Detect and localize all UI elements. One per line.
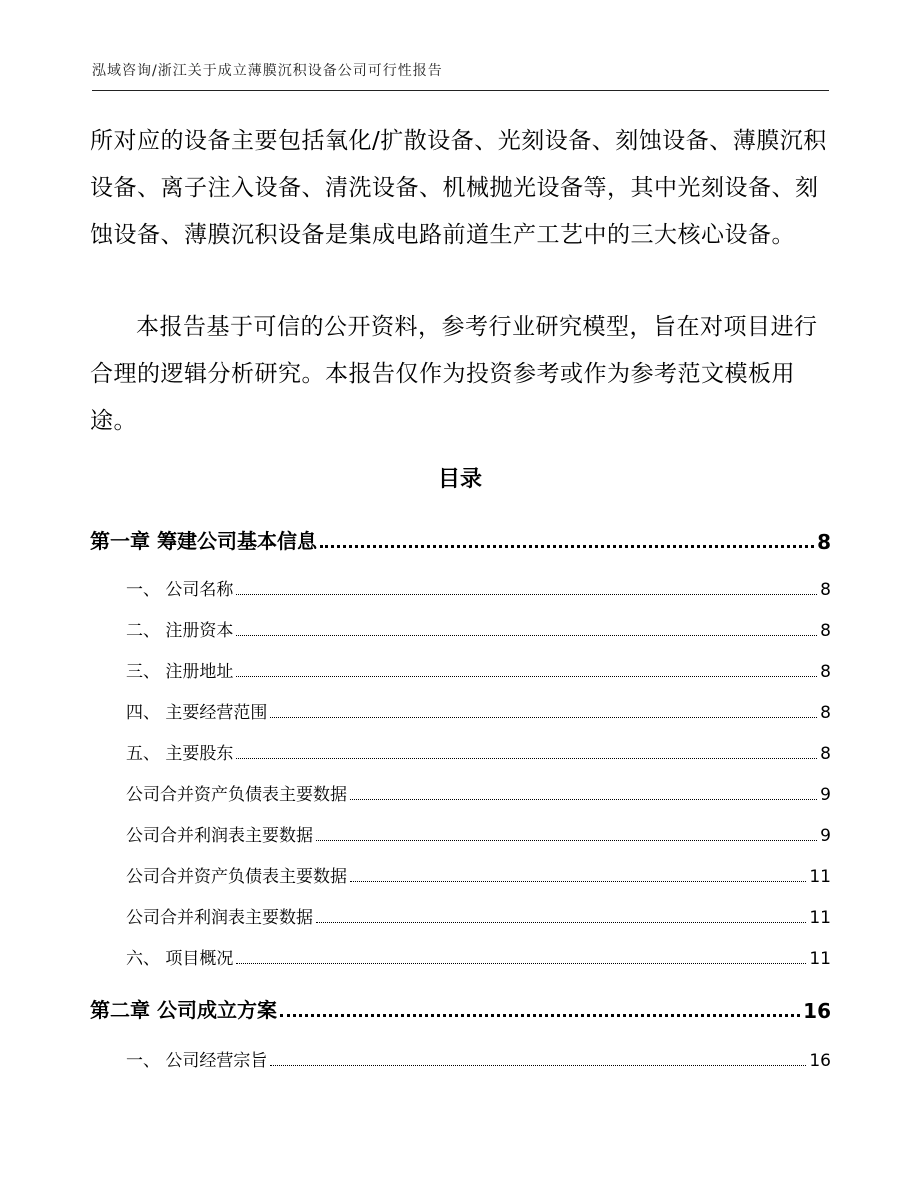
toc-page-number: 9 bbox=[820, 785, 831, 805]
toc-entry-section[interactable] bbox=[126, 781, 831, 805]
toc-dot-leader bbox=[270, 1065, 806, 1066]
toc-entry-label: 三、 注册地址 bbox=[126, 662, 234, 682]
toc-dot-leader bbox=[270, 717, 817, 718]
toc-title: 目录 bbox=[437, 467, 482, 492]
toc-dot-leader bbox=[350, 799, 817, 800]
body-paragraph-1: 所对应的设备主要包括氧化/扩散设备、光刻设备、刻蚀设备、薄膜沉积设备、离子注入设备、清洗设备、机械抛光设备等，其中光刻设备、刻蚀设备、薄膜沉积设备是集成电路前道生产工艺中的三大核心设备。 bbox=[90, 128, 827, 248]
toc-entry-label: 六、 项目概况 bbox=[126, 949, 234, 969]
toc-dot-leader bbox=[316, 922, 806, 923]
toc-entry-label: 第二章 公司成立方案 bbox=[90, 998, 277, 1022]
toc-page-number: 16 bbox=[809, 1051, 831, 1071]
running-header: 泓域咨询/浙江关于成立薄膜沉积设备公司可行性报告 bbox=[92, 63, 443, 79]
toc-entry-chapter[interactable] bbox=[90, 995, 831, 1023]
toc-entry-label: 公司合并利润表主要数据 bbox=[126, 908, 313, 928]
toc-page-number: 8 bbox=[820, 662, 831, 682]
toc-entry-section[interactable] bbox=[126, 576, 831, 600]
toc-page-number: 8 bbox=[820, 703, 831, 723]
toc-dot-leader bbox=[280, 1014, 800, 1017]
toc-dot-leader bbox=[320, 545, 814, 548]
toc-entry-label: 二、 注册资本 bbox=[126, 621, 234, 641]
toc-page-number: 16 bbox=[803, 999, 831, 1023]
toc-entry-label: 公司合并资产负债表主要数据 bbox=[126, 785, 347, 805]
toc-entry-label: 公司合并资产负债表主要数据 bbox=[126, 867, 347, 887]
toc-page-number: 8 bbox=[817, 530, 831, 554]
toc-page-number: 11 bbox=[809, 949, 831, 969]
toc-entry-label: 一、 公司名称 bbox=[126, 580, 234, 600]
toc-page-number: 11 bbox=[809, 908, 831, 928]
toc-entry-section[interactable] bbox=[126, 863, 831, 887]
toc-entry-section[interactable] bbox=[126, 945, 831, 969]
toc-entry-section[interactable] bbox=[126, 699, 831, 723]
toc-dot-leader bbox=[236, 635, 817, 636]
toc-entry-label: 四、 主要经营范围 bbox=[126, 703, 268, 723]
toc-entry-section[interactable] bbox=[126, 740, 831, 764]
toc-entry-section[interactable] bbox=[126, 617, 831, 641]
toc-page-number: 9 bbox=[820, 826, 831, 846]
toc-entry-chapter[interactable] bbox=[90, 526, 831, 554]
toc-entry-section[interactable] bbox=[126, 1047, 831, 1071]
toc-entry-section[interactable] bbox=[126, 904, 831, 928]
toc-dot-leader bbox=[236, 594, 817, 595]
toc-dot-leader bbox=[236, 758, 817, 759]
toc-page-number: 8 bbox=[820, 744, 831, 764]
toc-dot-leader bbox=[236, 676, 817, 677]
toc-dot-leader bbox=[350, 881, 806, 882]
body-paragraph-2: 本报告基于可信的公开资料，参考行业研究模型，旨在对项目进行合理的逻辑分析研究。本报告仅作为投资参考或作为参考范文模板用途。 bbox=[90, 314, 818, 434]
toc-dot-leader bbox=[316, 840, 817, 841]
toc-entry-section[interactable] bbox=[126, 822, 831, 846]
toc-entry-section[interactable] bbox=[126, 658, 831, 682]
toc-page-number: 8 bbox=[820, 621, 831, 641]
toc-entry-label: 五、 主要股东 bbox=[126, 744, 234, 764]
toc-page-number: 11 bbox=[809, 867, 831, 887]
toc-dot-leader bbox=[236, 963, 806, 964]
toc-entry-label: 一、 公司经营宗旨 bbox=[126, 1051, 268, 1071]
toc-entry-label: 第一章 筹建公司基本信息 bbox=[90, 529, 317, 553]
table-of-contents bbox=[90, 0, 831, 1191]
toc-entry-label: 公司合并利润表主要数据 bbox=[126, 826, 313, 846]
toc-page-number: 8 bbox=[820, 580, 831, 600]
